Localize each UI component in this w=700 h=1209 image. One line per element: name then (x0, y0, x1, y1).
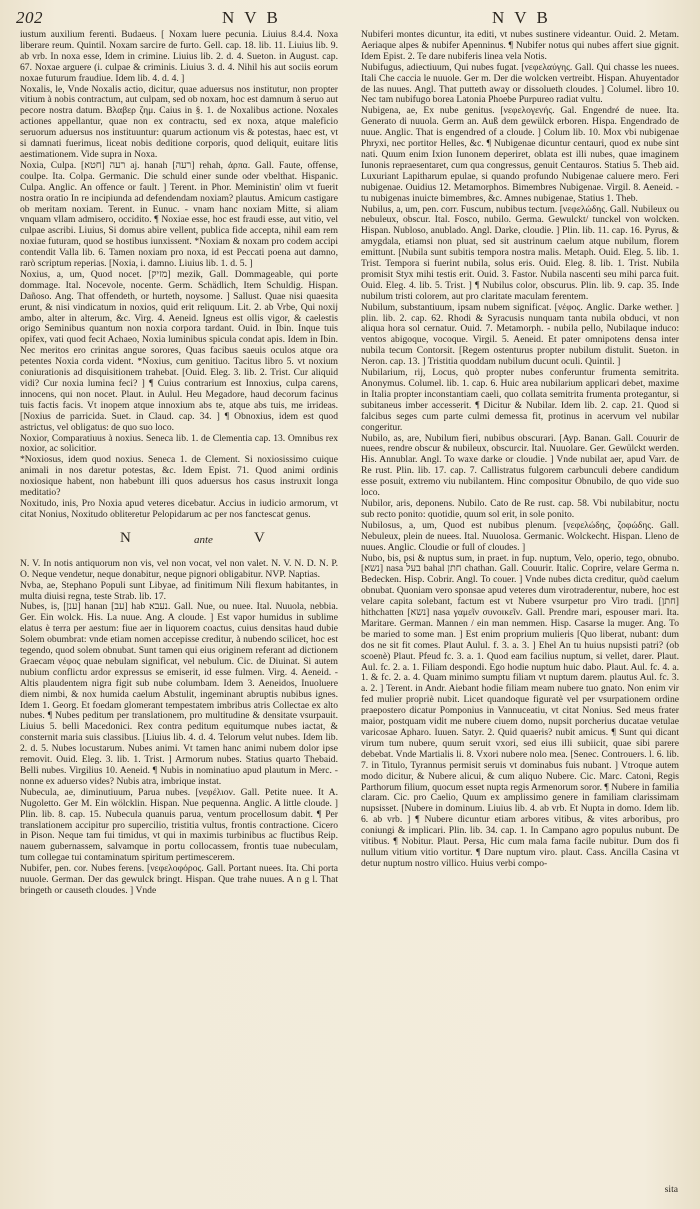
entry-paragraph: Nubilosus, a, um, Quod est nubibus plenum. [νεφελώδης, ζοφώδης. Gall. Nebuleux, plein de nuees. Ital. Nuuolosa. Germanic. Wolckecht. Hispan. Lleno de nuues. Anglic. Cloudie or full of cloudes. ] (361, 519, 679, 553)
entry-paragraph: Nubecula, ae, diminutiuum, Parua nubes. [νεφέλιον. Gall. Petite nuee. It A. Nugoletto. Ger M. Ein wölcklin. Hispan. Nue pequenna. Anglic. A little cloude. ] Plin. lib. 8. cap. 15. Nubecula quanuis parua, ventum procellosum dabit. ¶ Per translationem accipitur pro supercilio, tristitia vultus, frontis contractione. Cicero in Pison. Neque tam fui timidus, vt qui in maximis turbinibus ac fluctibus Reip. nauem gubernassem, salvamque in portu collocassem, frontis tuae nubeculam, tum collegae tui contaminatum spiritum pertimescerem. (20, 786, 338, 864)
entry-paragraph: Noxalis, le, Vnde Noxalis actio, dicitur, quae aduersus nos institutur, non propter vitium à nobis contractum, aut culpam, sed ob noxam, hoc est damnum à seruo aut pecore nostra datum. Βλαβερ ζημ. Caius in §. 1. de Noxalibus actione. Noxales actiones appellantur, quae non ex contractu, sed ex noxa, atque maleficio seruorum aduersus nos instituuntur: quarum actionum vis & potestas, haec est, vt si damnati fuerimus, liceat nobis deditione corporis, quod deliquit, euitare litis aestimationem. Vide supra in Noxa. (20, 83, 338, 160)
entry-paragraph: Nubilor, aris, deponens. Nubilo. Cato de Re rust. cap. 58. Vbi nubilabitur, noctu sub recto ponito: quotidie, quum sol erit, in sole ponito. (361, 497, 679, 520)
section-letter-n: N (120, 529, 131, 546)
running-head-right: N V B (492, 8, 551, 27)
entry-paragraph: Nvba, ae, Stephano Populi sunt Libyae, ad finitimum Nili flexum habitantes, in multa diuisi regna, teste Strab. lib. 17. (20, 579, 338, 602)
entry-paragraph: Nubifer, pen. cor. Nubes ferens. [νεφελοφόρος. Gall. Portant nuees. Ita. Chi porta nuuole. German. Der das gewulck bringt. Hispan. Que trahe nuues. A n g l. That bringeth or causeth cloudes. ] Vnde (20, 863, 338, 896)
entry-paragraph: *Noxiosus, idem quod noxius. Seneca 1. de Clement. Si noxiosissimo cuique animali in nos daretur potestas, &c. Idem Epist. 71. Quod animi ordinis noxiosique habent, non habebunt illi quos aduersus hos casus instruxit longa meditatio? (20, 454, 338, 499)
section-heading (20, 527, 338, 553)
entry-paragraph: Nubiferi montes dicuntur, ita editi, vt nubes sustinere videantur. Ouid. 2. Metam. Aeriaque alpes & nubifer Apenninus. ¶ Nubifer notus qui nubes affert siue gignit. Idem Epist. 2. Te dare nubiferis linea vela Notis. (361, 29, 679, 62)
entry-paragraph: Nubigena, ae, Ex nube genitus. [νεφελογενής. Gal. Engendré de nuee. Ita. Generato di nuuola. Germ an. Auß dem gewülck erboren. Hispa. Engendrado de nuue. Anglic. That is engendred of a cloude. ] Colum lib. 10. Mox vbi nubigenae Phryxi, nec portitor Helles, &c. ¶ Nubigenae dicuntur centauri, quod ex nube sint nati. Quum enim Ixion Iunonem deperiret, oblata est illi nubes, quae imaginem Iunonis repraesentaret, cum qua congressus, genuit Centauros. Statius 5. Theb aid. Luxuriant Lapitharum epulae, si quando profundo Nubigenae caluere mero. Feri nubigenae. Ouidius 12. Metamorphos. Bimembres Nubigenae. Virgil. 8. Aeneid. - tu nubigenas inuicte bimembres, &c. Amnes nubigenae, Statius 1. Theb. (361, 105, 679, 204)
entry-paragraph: Nubilo, as, are, Nubilum fieri, nubibus obscurari. [Ayp. Banan. Gall. Couurir de nuees, rendre obscur & nubileux, obscurcir. Ital. Nuuolare. Ger. Gewülckt werden. His. Annublar. Angl. To waxe darke or cloudie. ] Vnde nubilat aer, apud Varr. de Re rust. Plin. lib. 17. cap. 7. Callistratus fulgorem carbunculi debere candidum esse posuit, extremo viu nubilantem. Hinc compositur Obnubilo, de quo vide suo loco. (361, 432, 679, 499)
page-number: 202 (16, 8, 43, 27)
entry-paragraph: iustum auxilium ferenti. Budaeus. [ Noxam luere pecunia. Liuius 8.4.4. Noxa liberare reum. Quintil. Noxam sarcire de furto. Gell. cap. 18. lib. 11. Liuius lib. 9. ab vrb. In noxa esse, Idem in crimine. Liuius lib. 2. d. 4. Sueton. in August. cap. 67. Noxae arguere (i. culpae & criminis. Liuius 3. d. 4. Nihil his aut sociis eorum noxae futurum fraudiue. Idem lib. 4. d. 4. ] (20, 29, 338, 84)
page-header (14, 6, 686, 30)
entry-paragraph: Nubilus, a, um, pen. corr. Fuscum, nubibus tectum. [νεφελώδης. Gall. Nubileux ou nebuleux, obscur. Ital. Fosco, nubilo. Germa. Gewulckt/ tunckel von wolcken. Hispan. Nubloso, anublado. Angl. Darke, cloudie. ] Plin. lib. 11. cap. 16. Pyrus, & amygdala, etiamsi non pluat, sed sit austrinum caelum atque nubilum, florem emittunt. [Nubila sunt subitis tempora nostra malis. Metaph. Ouid. Eleg. 5. lib. 1. Trist. Tempora si fuerint nubila, solus eris. Ouid. Eleg. 8. lib. 1. Trist. Nubila promisit Styx mihi testis erit. Ouid. 3. Fastor. Nubila nascenti seu mihi parca fuit. Ouid. Eleg. 4. lib. 5. Trist. ] ¶ Nubilus color, obscurus. Plin. lib. 9. cap. 35. Inde nubilum tristi colorem, aut pro claritate maculam ferentem. (361, 203, 679, 302)
entry-paragraph: Noxius, a, um, Quod nocet. [מזיק] mezik, Gall. Dommageable, qui porte dommage. Ital. Nocevole, nocente. Germ. Schädlich, Item Schuldig. Hispan. Dañoso. Ang. That offendeth, or hurteth, noysome. ] Sallust. Quae nisi quaesita erunt, & nisi vindicatum in noxios, quid erit reliquum. Lit. 2. ab Vrbe, Qui noxij ambo, alter in alterum, &c. Virg. 4. Aeneid. Igneus est ollis vigor, & caelestis origo Seminibus quantum non noxia corpora tardant. Ouid. in Ibin. Inque tuis opifex, vati quod fecit Achaeo, Noxia luminibus spicula condat apis. Idem in Ibin. Nec meritos ero crinitas angue sorores, Quas facibus saeuis oculos atque ora petentes Noxia corda vident. *Noxius, cum genitiuo. Tacitus libro 5. vt noxium coniurationis ad disquisitionem trahebat. [Ouid. Eleg. 3. lib. 2. Trist. Cur aliquid vidi? Cur noxia lumina feci? ] ¶ Cuius contrarium est Innoxius, culpa carens, innocens, qui non nocet. Plaut. in Aulul. Heu Megadore, haud decorum facinus tuis factis facis. Vt inopem atque innoxium abs te, atque abs tuis, me irrideas. [Noxius de parricida. Suet. in Claud. cap. 34. ] ¶ Obnoxius, idem est quod astrictus, vel obligatus: de quo suo loco. (20, 268, 338, 433)
entry-paragraph: Nubilum, substantiuum, ipsam nubem significat. [νέφος. Anglic. Darke wether. ] plin. lib. 2. cap. 62. Rhodi & Syracusis nunquam tanta nubila obduci, vt non aliqua hora sol cernatur. Ouid. 7. Metamorph. - nubila pello, Nubilaque induco: ventos abigoque, vocoque. Virgil. 5. Aeneid. Et pater omnipotens densa inter nubila tecum Contorsit. [Regem ostenturus propter nubilum distulit. Sueton. in Neron. cap. 13. ] Tristitia quoddam nubilum ducunt oculi. Quintil. ] (361, 301, 679, 368)
entry-paragraph: Nubo, bis, psi & nuptus sum, in praet. in fup. nuptum, Velo, operio, tego, obnubo. [נשא] nasa בעל bahal חתן chathan. Gall. Couurir. Italic. Coprire, velare Germa n. Bedecken. Hisp. Cobrir. Angl. To couer. ] Vnde nubes dicta creditur, quòd caelum obnubat. Quoniam vero sponsae apud veteres dum virotraderentur, nubere, hoc est velare capita solebant, factum est vt Nubere vsurpetur pro Viro tradi. [חתן] hithchatten [נשא] nasa γαμεῖν συνοικεῖν. Gall. Prendre mari, espouser mari. Ita. Maritare. German. Mannen / ein man nemmen. Hisp. Casarse la muger. Ang. To be maried to some man. ] Est enim proprium mulieris [Quo liberat, nubant: dum dos ne sit fit comes. Plaut Aulul. f. 3. a. 3. ] Ehel An tu huius nupsisti patri? (ob scoenè) Plaut. Pfeud fc. 3. a. 1. Quod eam facilius nuptum, si vellet, darer. Plaut. Aul. fc. 2. a. 1. Filiam despondi. Ego hodie nuptum huic dabo. Plaut. Aul. fc. 4. a. 1. & fc. 2. a. 4. Quam minimo sumptu filiam vt nuptum darem. plautus Aul. fc. 3. a. 2. ] Terent. in Andr. Aiebant hodie filiam meam nubere tuo gnato. Non enim vir fed mulier propriè nubit. Licet quandoque figuratè vel per vsurpationem ordine praepostero dicatur Pomponius in Vannuceatiu, vt citat Nonius. Sed meus frater maior, postquam vidit me nubere ciuem domo, nupsit porcherius ducatae vetulae varicosae Apharo. Iuuen. Satyr. 2. Quid quaeris? nubit amicus. ¶ Sunt qui dicant virum tum nubere, quum seruit vxori, sed eius illi subiicit, quae sibi parere debebat. Vnde Martialis li. 8. Vxori nubere nolo mea. [Senec. Controuers. l. 6. lib. 7. in Titulo, Tyrannus permisit seruis vt dominabus fuis nubant. ] Vtroque autem modo dicitur, & Nubere alicui, & cum aliquo Nubere. Cic. Marc. Catoni, Regis Parthorum filium, quocum esset nupta regis Armenorum soror. ¶ Nubere in familia claram. Cic. pro Caelio, Quum ex amplissimo genere in familiam clarissimam nupsisset. [Nubere in dominum. Liuius lib. 4. ab vrb. Et Nupta in domo. Idem lib. 6. ab vrb. ] ¶ Nubere dicuntur etiam arbores vitibus, & vites arboribus, pro coniungi & implicari. Plin. lib. 34. cap. 1. In Campano agro populus nubunt. De vitibus. ¶ Nobitur. Plaut. Persa, Hic cum mala fama facile nubitur. Dum dos fi nullum vitium vitio vortitur. ¶ Dare nuptum viro. plaut. Cass. Ancilla Casina vt detur nuptum nostro villico. Huius verbi compo- (361, 552, 680, 869)
entry-paragraph: Noxitudo, inis, Pro Noxia apud veteres dicebatur. Accius in iudicio armorum, vt citat Nonius, Noxitudo obliteretur Pelopidarum ac per nos fanctescat genus. (20, 497, 338, 520)
entry-paragraph: Nubes, is, [ענן] hanan [עב] hab נעבא. Gall. Nue, ou nuee. Ital. Nuuola, nebbia. Ger. Ein wolck. His. La nuue. Ang. A cloude. ] Est vapor humidus in sublime elatus è terra per aestum: fiue aer in liquorem coactus, cuius densitas haud dubie Solem obumbrat: vnde etiam nomen accepisse creditur, à nubendo scilicet, hoc est tegendo, quod solem obnubat. Sunt tamen qui eius originem referant ad dictionem Graecam νέφος quae nebulam significat, vel nebulum. Cic. de Diuinat. Si autem nubium conflictu ardor expressus se emiserit, id esse fulmen. Virg. 4. Aeneid. - Altis plaudentem nigra figit sub nube columbam. Idem 3. Aeneidos, Inuoluere diem nimbi, & nox humida caelum Abstulit, ingeminant abruptis nubibus ignes. Idem 1. Georg. Et foedam glomerant tempestatem imbribus atris Collectae ex alto nubes. ¶ Nubes peditum per translationem, pro multitudine & densitate vsurpauit. Liuius 5. belli Macedonici. Rex contra peditum equitumque nubes iactat, & consternit maria suis classibus. [Liuius lib. 4. d. 4. Telorum velut nubes. Idem lib. 2. d. 5. Nubes locustarum. Nubes animi. Vt tamen hanc animi nubem dolor ipse removit. Ouid. Eleg. 3. lib. 1. Trist. ] Armorum nubes. Statius quarto Thebaid. Belli nubes. Virgilius 10. Aeneid. ¶ Nubis in nominatiuo apud plautum in Merc. - nonne ex aduerso vides? Nubis atra, imbrique instat. (20, 601, 338, 787)
right-column (361, 30, 679, 870)
entry-paragraph: Nubilarium, rij, Locus, quò propter nubes conferuntur frumenta semitrita. Anonymus. Columel. lib. 1. cap. 6. Huic area nubilarium applicari debet, maxime in Italia propter inconstantiam caeli, quo collata semitrita frumenta protegantur, si subitaneus imber accesserit. ¶ Dicitur & Nubilar. Idem lib. 2. cap. 21. Quod si falcibus seges cum parte culmi demessa fit, protinus in acervum vel nubilar congeritur. (361, 367, 679, 433)
catchword: sita (664, 1184, 678, 1195)
running-head-left: N V B (222, 8, 281, 27)
entry-paragraph: N. V. In notis antiquorum non vis, vel non vocat, vel non valet. N. V. N. D. N. P. O. Neque vendetur, neque donabitur, neque pignori obligabitur. NVP. Naptias. (20, 557, 338, 580)
entry-paragraph: Nubifugus, adiectiuum, Qui nubes fugat. [νεφελαύγης. Gall. Qui chasse les nuees. Itali Che caccia le nuuole. Ger m. Der die wolcken vertreibt. Hispan. Ahuyentador de las nuues. Angl. That putteth away or dissolueth cloudes. ] Columel. libro 10. Nec tam nubifugo borea Latonia Phoebe Purpureo radiat vultu. (361, 61, 679, 106)
section-letter-v: V (254, 529, 265, 546)
left-column (20, 30, 338, 897)
entry-paragraph: Noxior, Comparatiuus à noxius. Seneca lib. 1. de Clementia cap. 13. Omnibus rex noxior, ac solicitior. (20, 432, 338, 455)
section-ante: ante (194, 533, 213, 546)
entry-paragraph: Noxia, Culpa. [חטא] רעה aj. hanah [רעה] rehah, ἁρπα. Gall. Faute, offense, coulpe. Ita. Colpa. Germanic. Die schuld einer sunde oder vbelthat. Hispanic. Culpa. Anglic. An offence or fault. ] Terent. in Phor. Meministin' olim vt fuerit nostra oratio In re incipiunda ad defendendam noxiam? plautus. Amicum castigare ob meritam noxiam. Terent. in Eunuc. - vnam hanc noxiam Mitte, si aliam vnquam vllam admisero, occidito. ¶ Noxiae esse, hoc est fraudi esse, aut vitio, vel culpae ascribi. Liuius, Si domus abire vellent, publica fide accepta, nihil eam rem noxiae futuram, quod se hostibus iunxissent. *Noxiam & noxam pro codem accipi contendit Valla lib. 6. Tamen noxiam pro noxa, id est Peccati poena aut damno, rarò scriptum reperias. [Noxia, i. damno. Liuius lib. 1. d. 5. ] (20, 159, 339, 270)
